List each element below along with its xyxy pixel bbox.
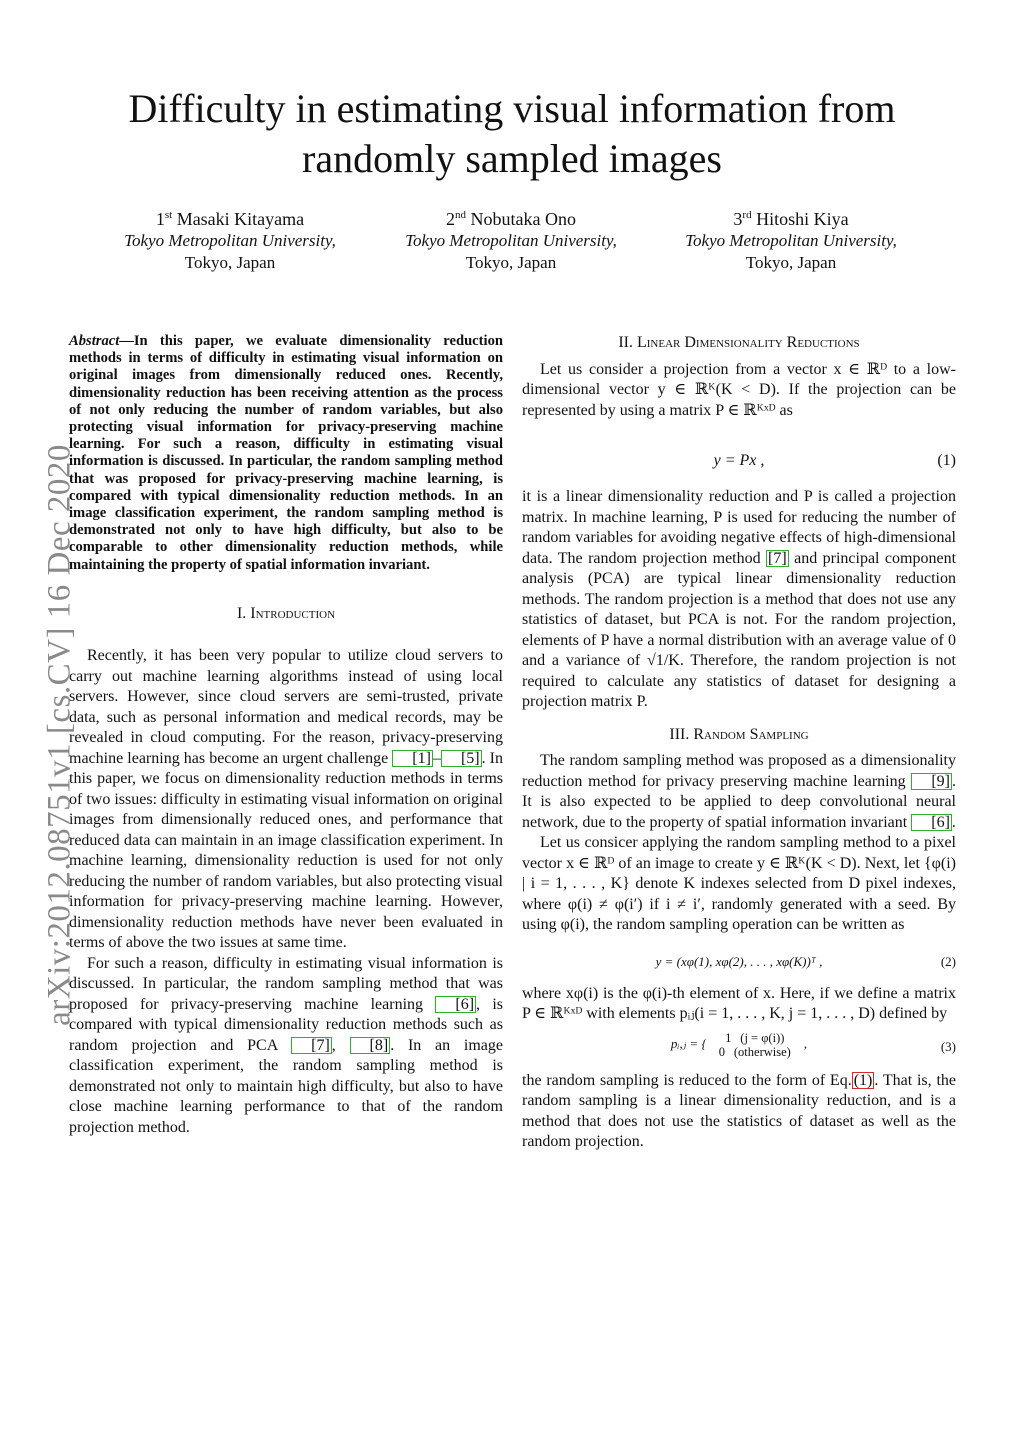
equation-3-case-1-condition: (j = φ(i)) — [740, 1030, 785, 1045]
equation-1 — [522, 451, 956, 475]
author-3-name: Hitoshi Kiya — [756, 209, 849, 229]
equation-3-case-2-value: 0 — [718, 1044, 726, 1059]
linear-paragraph-2: it is a linear dimensionality reduction and P is called a projection matrix. In machine learning, P is used for reducing the number of random variables for avoiding negative effects of high-dimensional data. The random projection method [7] and principal component analysis (PCA) are typical linear dimensionality reduction methods. The random projection is a method that does not use any statistics of dataset, but PCA is not. For the random projection, elements of P have a normal distribution with an average value of 0 and a variance of √1/K. Therefore, the random projection is not required to calculate any statistics of dataset for designing a projection matrix P. — [522, 488, 957, 710]
sampling-paragraph-1: The random sampling method was proposed as a dimensionality reduction method for privacy preserving machine learning [9] . It is also expected to be applied to deep convolutional neural network, due to the property of spatial information invariant [6] . — [522, 752, 956, 831]
sampling-paragraph-3: where xφ(i) is the φ(i)-th element of x. Here, if we define a matrix P ∈ ℝᴷˣᴰ with elements pᵢⱼ(i = 1, . . . , K, j = 1, . . . , D) defined by — [522, 984, 956, 1022]
equation-reference-link[interactable]: (1) — [853, 1071, 873, 1089]
author-1-name: Masaki Kitayama — [176, 209, 305, 229]
author-3-ordinal: 3 — [733, 209, 743, 229]
author-1-ordinal-sup: st — [164, 209, 173, 221]
author-1-affiliation: Tokyo Metropolitan University, — [124, 231, 336, 250]
author-2-ordinal: 2 — [446, 209, 455, 229]
right-column — [522, 333, 956, 1153]
citation-link[interactable]: [6] — [911, 814, 952, 831]
equation-3-body — [522, 1031, 956, 1059]
abstract-text: —In this paper, we evaluate dimensionality reduction methods in terms of difficulty in estimating visual information on original images from dimensionally reduced ones. Recently, dimensionality reduction has been receiving attention as the process of not only reducing the number of random variables, but also protecting visual information for privacy-preserving machine learning. For such a reason, difficulty in estimating visual information is discussed. In particular, the random sampling method that was proposed for privacy-preserving machine learning, is compared with typical dimensionality reduction methods. In an image classification experiment, the random sampling method is demonstrated not only to have high difficulty, but also to be comparable to other dimensionality reduction methods, while maintaining the property of spatial information invariant. — [69, 333, 503, 573]
section-heading-introduction: I. Introduction — [236, 604, 336, 622]
author-2-ordinal-sup: nd — [455, 209, 466, 221]
arxiv-stamp: arXiv:2012.08751v1 [cs.CV] 16 Dec 2020 — [41, 444, 78, 1026]
author-1-ordinal: 1 — [155, 209, 165, 229]
section-heading-linear: II. Linear Dimensionality Reductions — [618, 334, 860, 351]
citation-link[interactable]: [8] — [350, 1037, 391, 1054]
author-2 — [361, 204, 661, 274]
title-line-2: randomly sampled images — [302, 136, 722, 181]
citation-link[interactable]: [1] — [392, 750, 433, 767]
sampling-paragraph-4: the random sampling is reduced to the form of Eq. (1) . That is, the random sampling is a linear dimensionality reduction, and is a method that does not use the statistics of dataset as well as the random projection. — [522, 1071, 957, 1150]
equation-1-number: (1) — [937, 452, 956, 469]
equation-3-cases — [710, 1031, 791, 1059]
section-heading-sampling: III. Random Sampling — [669, 725, 809, 743]
author-2-affiliation: Tokyo Metropolitan University, — [405, 231, 617, 250]
author-3-affiliation: Tokyo Metropolitan University, — [685, 231, 897, 250]
equation-3-case-1-value: 1 — [725, 1030, 732, 1045]
intro-paragraph-1: Recently, it has been very popular to utilize cloud servers to carry out machine learning algorithms instead of using local servers. However, since cloud servers are semi-trusted, private data, such as personal information and medical records, may be revealed in cloud computing. For the reason, privacy-preserving machine learning has become an urgent challenge [1] – [5] . In this paper, we focus on dimensionality reduction methods in terms of two issues: difficulty in estimating visual information on original images from dimensionally reduced ones, and performance that reduced data can maintain in an image classification experiment. In machine learning, dimensionality reduction is used for not only reducing the number of random variables, but also protecting visual information for privacy-preserving machine learning. However, dimensionality reduction methods have never been evaluated in terms of above the two issues at same time. — [69, 647, 504, 952]
author-3-ordinal-sup: rd — [742, 209, 752, 221]
title-line-1: Difficulty in estimating visual information from — [128, 86, 896, 131]
citation-link[interactable]: [7] — [768, 549, 787, 567]
author-3 — [641, 204, 941, 274]
author-3-location: Tokyo, Japan — [745, 253, 837, 272]
author-1-location: Tokyo, Japan — [184, 253, 276, 272]
left-column — [69, 333, 503, 1138]
equation-1-body: y = Px , — [713, 452, 765, 469]
equation-3 — [522, 1031, 956, 1063]
intro-paragraph-2: For such a reason, difficulty in estimating visual information is discussed. In particular, the random sampling method that was proposed for privacy-preserving machine learning [6] , is compared with typical dimensionality reduction methods such as random projection and PCA [7] , [8] . In an image classification experiment, the random sampling method is demonstrated not only to maintain high difficulty, but also to have close machine learning performance to that of the random projection method. — [69, 954, 504, 1136]
sampling-paragraph-2: Let us consicer applying the random sampling method to a pixel vector x ∈ ℝᴰ of an image to create y ∈ ℝᴷ(K < D). Next, let {φ(i) | i = 1, . . . , K} denote K indexes selected from D pixel indexes, where φ(i) ≠ φ(i′) if i ≠ i′, randomly generated with a seed. By using φ(i), the random sampling operation can be written as — [522, 834, 956, 933]
equation-2 — [522, 952, 956, 976]
abstract-label: Abstract — [69, 333, 120, 349]
author-2-name: Nobutaka Ono — [470, 209, 576, 229]
abstract — [69, 333, 503, 574]
equation-3-comma: , — [803, 1035, 808, 1051]
page-title — [0, 84, 1024, 184]
linear-paragraph-1: Let us consider a projection from a vector x ∈ ℝᴰ to a low-dimensional vector y ∈ ℝᴷ(K < D). If the projection can be represented by using a matrix P ∈ ℝᴷˣᴰ as — [522, 360, 956, 419]
equation-2-number: (2) — [940, 953, 956, 969]
citation-link[interactable]: [6] — [435, 996, 476, 1013]
equation-2-body: y = (xφ(1), xφ(2), . . . , xφ(K))ᵀ , — [655, 953, 823, 969]
equation-3-case-2-condition: (otherwise) — [733, 1044, 791, 1059]
author-2-location: Tokyo, Japan — [465, 253, 557, 272]
equation-3-lhs: pᵢ,ⱼ = { — [670, 1035, 707, 1051]
equation-3-number: (3) — [940, 1038, 956, 1054]
citation-link[interactable]: [9] — [911, 773, 952, 790]
citation-link[interactable]: [5] — [441, 750, 482, 767]
citation-link[interactable]: [7] — [291, 1037, 332, 1054]
author-1 — [80, 204, 380, 274]
